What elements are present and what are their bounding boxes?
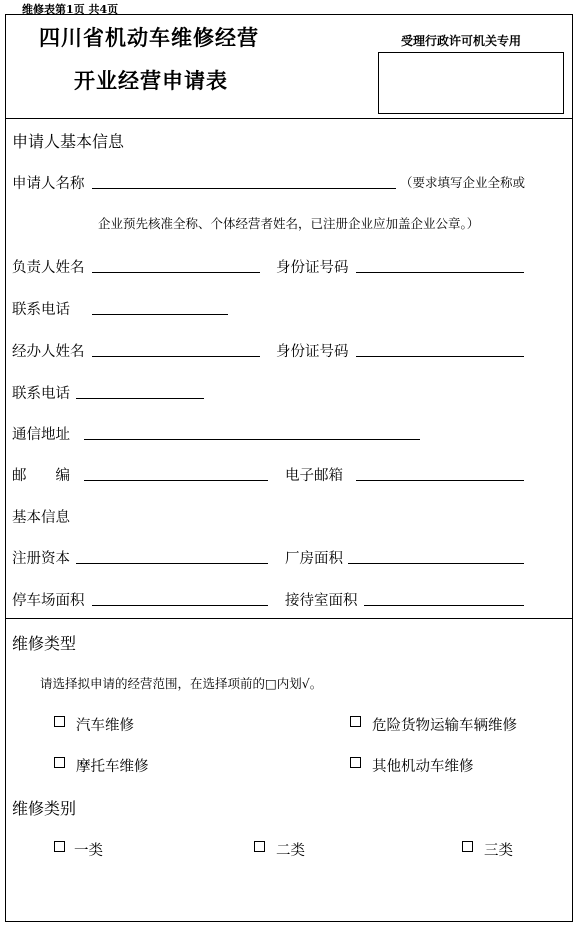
responsible-name-label: 负责人姓名 xyxy=(12,260,85,276)
applicant-name-field[interactable] xyxy=(92,188,396,189)
checkbox-class-3[interactable] xyxy=(462,841,473,852)
reception-area-field[interactable] xyxy=(364,605,524,606)
id-number-label-2: 身份证号码 xyxy=(276,344,349,360)
agent-name-field[interactable] xyxy=(92,356,260,357)
agent-name-label: 经办人姓名 xyxy=(12,344,85,360)
basic-info-label: 基本信息 xyxy=(12,510,70,526)
form-title-line2: 开业经营申请表 xyxy=(74,69,228,93)
divider-section xyxy=(5,618,572,619)
phone-field-1[interactable] xyxy=(92,314,228,315)
postcode-label: 邮 编 xyxy=(12,468,70,484)
office-use-box[interactable] xyxy=(378,52,564,114)
option-hazmat-vehicle-repair: 危险货物运输车辆维修 xyxy=(372,718,517,734)
option-other-vehicle-repair: 其他机动车维修 xyxy=(372,759,474,775)
responsible-name-field[interactable] xyxy=(92,272,260,273)
option-class-3: 三类 xyxy=(484,843,513,859)
checkbox-motorcycle-repair[interactable] xyxy=(54,757,65,768)
page-number: 维修表第1页 共4页 xyxy=(22,3,119,16)
phone-field-2[interactable] xyxy=(76,398,204,399)
office-use-label: 受理行政许可机关专用 xyxy=(401,34,522,48)
email-label: 电子邮箱 xyxy=(285,468,343,484)
option-class-1: 一类 xyxy=(74,843,103,859)
id-number-label-1: 身份证号码 xyxy=(276,260,349,276)
checkbox-car-repair[interactable] xyxy=(54,716,65,727)
option-car-repair: 汽车维修 xyxy=(76,718,134,734)
factory-area-field[interactable] xyxy=(348,563,524,564)
phone-label-1: 联系电话 xyxy=(12,302,70,318)
phone-label-2: 联系电话 xyxy=(12,386,70,402)
parking-area-label: 停车场面积 xyxy=(12,593,85,609)
email-field[interactable] xyxy=(356,480,524,481)
reception-area-label: 接待室面积 xyxy=(285,593,358,609)
option-class-2: 二类 xyxy=(276,843,305,859)
applicant-name-label: 申请人名称 xyxy=(12,176,85,192)
registered-capital-label: 注册资本 xyxy=(12,551,70,567)
id-number-field-2[interactable] xyxy=(356,356,524,357)
factory-area-label: 厂房面积 xyxy=(285,551,343,567)
checkbox-hazmat-vehicle-repair[interactable] xyxy=(350,716,361,727)
parking-area-field[interactable] xyxy=(92,605,268,606)
address-label: 通信地址 xyxy=(12,427,70,443)
postcode-field[interactable] xyxy=(84,480,268,481)
applicant-name-note-2: 企业预先核准全称、个体经营者姓名，已注册企业应加盖企业公章。） xyxy=(98,216,480,231)
id-number-field-1[interactable] xyxy=(356,272,524,273)
divider-header xyxy=(5,118,572,119)
address-field[interactable] xyxy=(84,439,420,440)
registered-capital-field[interactable] xyxy=(76,563,268,564)
option-motorcycle-repair: 摩托车维修 xyxy=(76,759,149,775)
form-title-line1: 四川省机动车维修经营 xyxy=(39,26,259,50)
checkbox-other-vehicle-repair[interactable] xyxy=(350,757,361,768)
checkbox-class-1[interactable] xyxy=(54,841,65,852)
repair-type-title: 维修类型 xyxy=(12,634,77,653)
repair-category-title: 维修类别 xyxy=(12,799,77,818)
applicant-name-note-1: （要求填写企业全称或 xyxy=(400,175,526,190)
checkbox-class-2[interactable] xyxy=(254,841,265,852)
repair-type-instruction: 请选择拟申请的经营范围，在选择项前的□内划√。 xyxy=(40,676,323,691)
applicant-section-title: 申请人基本信息 xyxy=(12,132,125,151)
